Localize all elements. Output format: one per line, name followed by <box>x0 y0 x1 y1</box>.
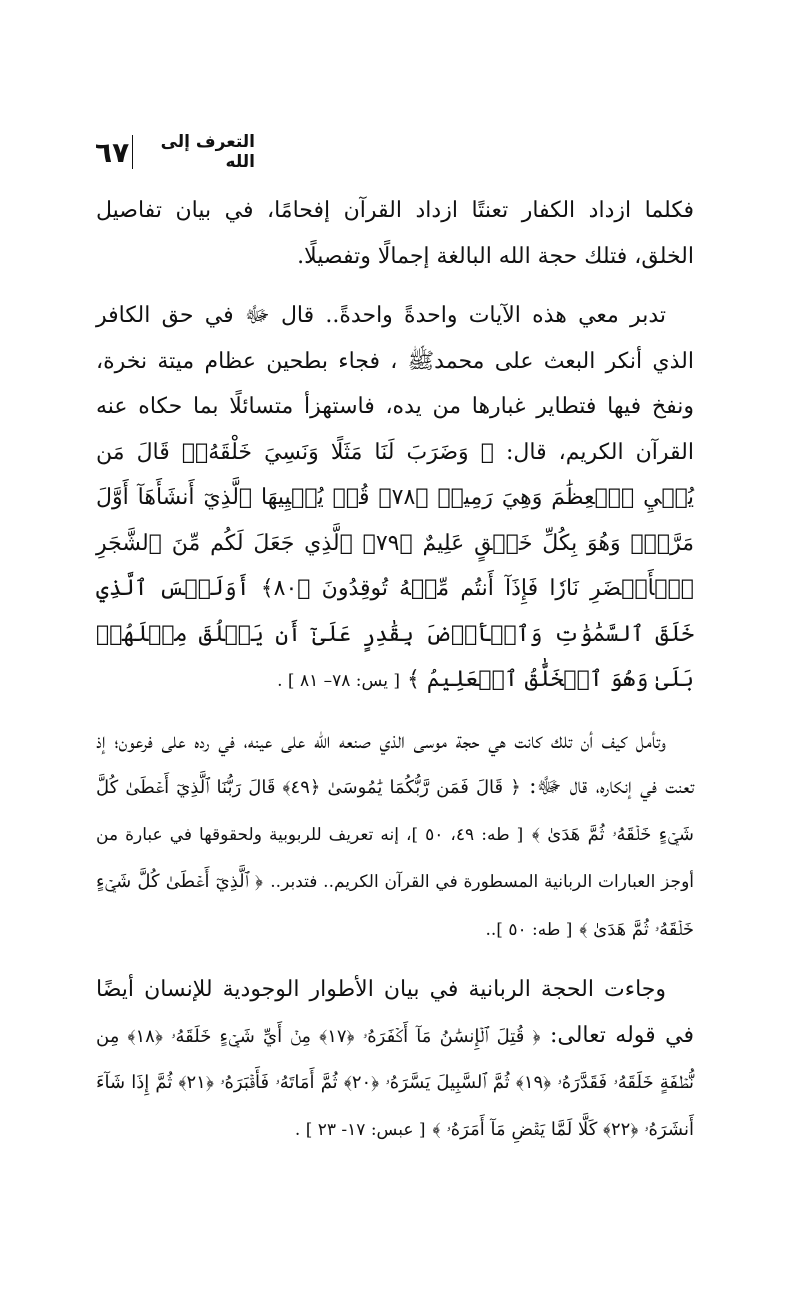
paragraph-text: وتأمل كيف أن تلك كانت هي حجة موسى الذي صنعه الله على عينه، في رده على فرعون؛ إذ تعنت في إنكاره، قال ﷻ: <box>96 728 694 799</box>
paragraph-text: فكلما ازداد الكفار تعنتًا ازداد القرآن إفحامًا، في بيان تفاصيل الخلق، فتلك حجة الله البالغة إجمالًا وتفصيلًا. <box>96 198 694 269</box>
verse-reference: [ طه: ٥٠ ].. <box>485 919 573 940</box>
page-header <box>95 132 255 172</box>
paragraph-text: تدبر معي هذه الآيات واحدةً واحدةً.. قال ﷻ في حق الكافر الذي أنكر البعث على محمدﷺ ، فجاء بطحين عظام ميتة نخرة، ونفخ فيها فتطاير غبارها من يده، فاستهزأ متسائلًا بما حكاه عنه القرآن الكريم، قال: <box>96 303 694 465</box>
verse-reference: [ يس: ٧٨– ٨١ ] . <box>277 671 400 691</box>
running-title: التعرف إلى الله <box>160 132 255 172</box>
page-number: ٦٧ <box>95 135 130 169</box>
quran-verse: ﴿ وَضَرَبَ لَنَا مَثَلًا وَنَسِيَ خَلْقَهُۥۖ قَالَ مَن يُحۡيِ ٱلۡعِظَٰمَ وَهِيَ رَمِيمٞ ﴿٧٨﴾ قُلۡ يُحۡيِيهَا ٱلَّذِيٓ أَنشَأَهَآ أَوَّلَ مَرَّةٖۖ وَهُوَ بِكُلِّ خَلۡقٍ عَلِيمٌ ﴿٧٩﴾ ٱلَّذِي جَعَلَ لَكُم مِّنَ ٱلشَّجَرِ ٱلۡأَخۡضَرِ نَارٗا فَإِذَآ أَنتُم مِّنۡهُ تُوقِدُونَ ﴿٨٠﴾ أَوَلَيۡسَ ٱلَّذِي خَلَقَ ٱلسَّمَٰوَٰتِ وَٱلۡأَرۡضَ بِقَٰدِرٍ عَلَىٰٓ أَن يَخۡلُقَ مِثۡلَهُمۚ بَلَىٰ وَهُوَ ٱلۡخَلَّٰقُ ٱلۡعَلِيمُ ﴾ <box>96 439 695 692</box>
verse-reference: [ عبس: ١٧- ٢٣ ] . <box>294 1119 426 1140</box>
verse-reference: [ طه: ٤٩، ٥٠ ]، إنه تعريف للربوبية ولحقوقها في عبارة من أوجز العبارات الربانية المسطورة في القرآن الكريم.. فتدبر.. <box>96 824 694 892</box>
paragraph-intro <box>96 188 694 279</box>
paragraph-abasa <box>96 967 694 1153</box>
paragraph-yasin <box>96 293 694 705</box>
quran-verse: ﴿ ٱلَّذِيٓ أَعۡطَىٰ كُلَّ شَيۡءٍ خَلۡقَهُۥ ثُمَّ هَدَىٰ ﴾ <box>96 871 694 940</box>
paragraph-text: وجاءت الحجة الربانية في بيان الأطوار الوجودية للإنسان أيضًا في قوله تعالى: <box>96 977 695 1048</box>
quran-verse: ﴿ قَالَ فَمَن رَّبُّكُمَا يَٰمُوسَىٰ ﴿٤٩﴾ قَالَ رَبُّنَا ٱلَّذِيٓ أَعۡطَىٰ كُلَّ شَيۡءٍ خَلۡقَهُۥ ثُمَّ هَدَىٰ ﴾ <box>96 777 695 845</box>
paragraph-musa <box>96 719 694 954</box>
page-body <box>96 188 694 1153</box>
quran-verse: ﴿ قُتِلَ ٱلۡإِنسَٰنُ مَآ أَكۡفَرَهُۥ ﴿١٧﴾ مِنۡ أَيِّ شَيۡءٍ خَلَقَهُۥ ﴿١٨﴾ مِن نُّطۡفَةٍ خَلَقَهُۥ فَقَدَّرَهُۥ ﴿١٩﴾ ثُمَّ ٱلسَّبِيلَ يَسَّرَهُۥ ﴿٢٠﴾ ثُمَّ أَمَاتَهُۥ فَأَقۡبَرَهُۥ ﴿٢١﴾ ثُمَّ إِذَا شَآءَ أَنشَرَهُۥ ﴿٢٢﴾ كَلَّا لَمَّا يَقۡضِ مَآ أَمَرَهُۥ ﴾ <box>96 1025 694 1140</box>
header-divider <box>132 135 134 169</box>
